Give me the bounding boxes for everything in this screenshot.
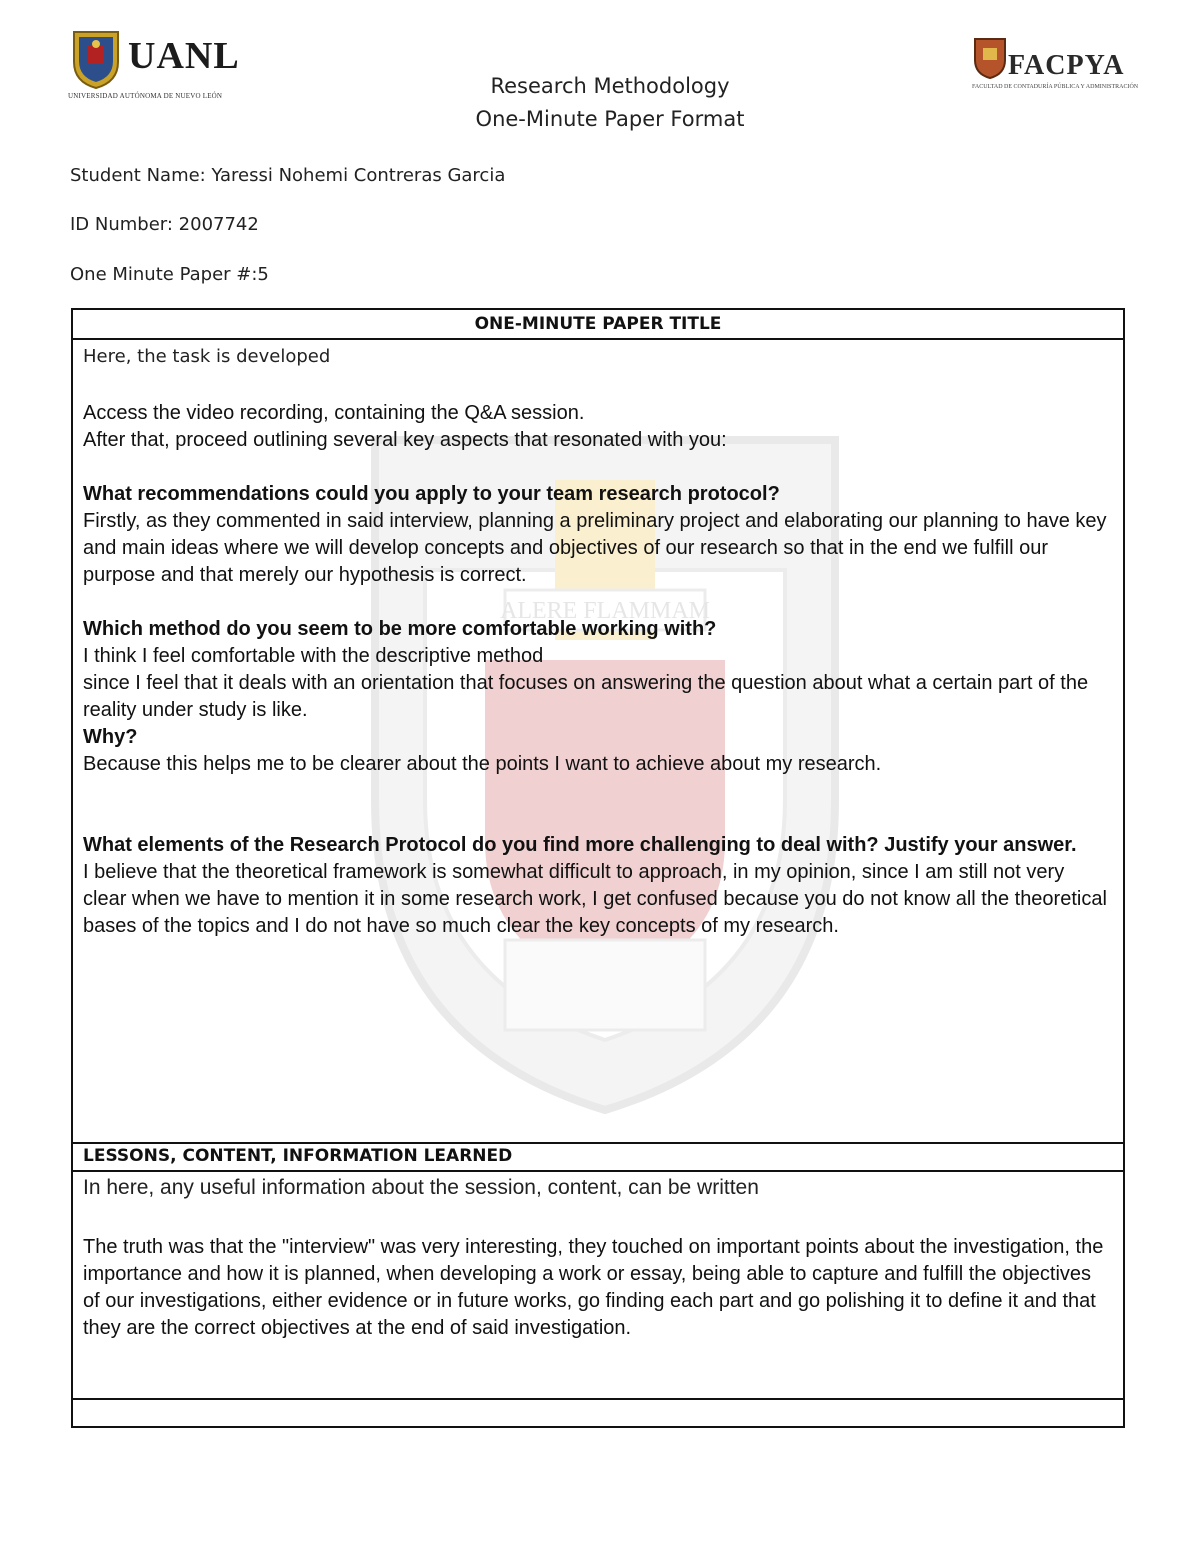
uanl-logo-text: UANL <box>128 35 240 77</box>
facpya-logo-subtitle: FACULTAD DE CONTADURÍA PÚBLICA Y ADMINISTRACIÓN <box>972 84 1139 90</box>
section2-intro: In here, any useful information about the session, content, can be written <box>83 1176 759 1199</box>
question-3: What elements of the Research Protocol do you find more challenging to deal with? Justify your answer. <box>83 834 1077 856</box>
row-divider <box>73 1142 1123 1144</box>
answer-1: Firstly, as they commented in said interview, planning a preliminary project and elaborating our planning to have key and main ideas where we will develop concepts and objectives of our research so that in the end we fulfill our purpose and that merely our hypothesis is correct. <box>83 510 1107 586</box>
answer-2-line-1: I think I feel comfortable with the descriptive method <box>83 645 544 667</box>
instruction-1: Access the video recording, containing the Q&A session. <box>83 402 585 424</box>
paper-number: One Minute Paper #:5 <box>70 264 269 285</box>
row-divider <box>73 1170 1123 1172</box>
section1-content <box>83 400 1113 940</box>
instruction-2: After that, proceed outlining several key aspects that resonated with you: <box>83 429 727 451</box>
why-label: Why? <box>83 726 138 748</box>
row-divider <box>73 338 1123 340</box>
question-2: Which method do you seem to be more comfortable working with? <box>83 618 717 640</box>
student-name: Student Name: Yaressi Nohemi Contreras Garcia <box>70 165 506 186</box>
answer-2-line-2: since I feel that it deals with an orientation that focuses on answering the question about what a certain part of the reality under study is like. <box>83 672 1089 721</box>
watermark-motto: ALERE FLAMMAM <box>499 598 711 624</box>
row-divider <box>73 1398 1123 1400</box>
section1-intro: Here, the task is developed <box>83 346 331 367</box>
id-number: ID Number: 2007742 <box>70 214 259 235</box>
section1-header: ONE-MINUTE PAPER TITLE <box>474 314 722 334</box>
question-1: What recommendations could you apply to your team research protocol? <box>83 483 780 505</box>
document-subtitle: One-Minute Paper Format <box>475 107 745 131</box>
section2-header: LESSONS, CONTENT, INFORMATION LEARNED <box>83 1146 513 1166</box>
facpya-logo-text: FACPYA <box>1008 50 1125 81</box>
paper-table <box>71 308 1125 1428</box>
answer-3: I believe that the theoretical framework is somewhat difficult to approach, in my opinion, since I am still not very clear when we have to mention it in some research work, I get confused because you do not know all the theoretical bases of the topics and I do not have so much clear the key concepts of my research. <box>83 861 1107 937</box>
uanl-logo-subtitle: UNIVERSIDAD AUTÓNOMA DE NUEVO LEÓN <box>68 92 223 100</box>
answer-2-why: Because this helps me to be clearer about the points I want to achieve about my research. <box>83 753 882 775</box>
document-title: Research Methodology <box>490 74 730 98</box>
section2-text: The truth was that the "interview" was very interesting, they touched on important points about the investigation, the importance and how it is planned, when developing a work or essay, being able to capture and fulfill the objectives of our investigations, either evidence or in future works, go finding each part and go polishing it to define it and that they are the correct objectives at the end of said investigation. <box>83 1236 1104 1339</box>
